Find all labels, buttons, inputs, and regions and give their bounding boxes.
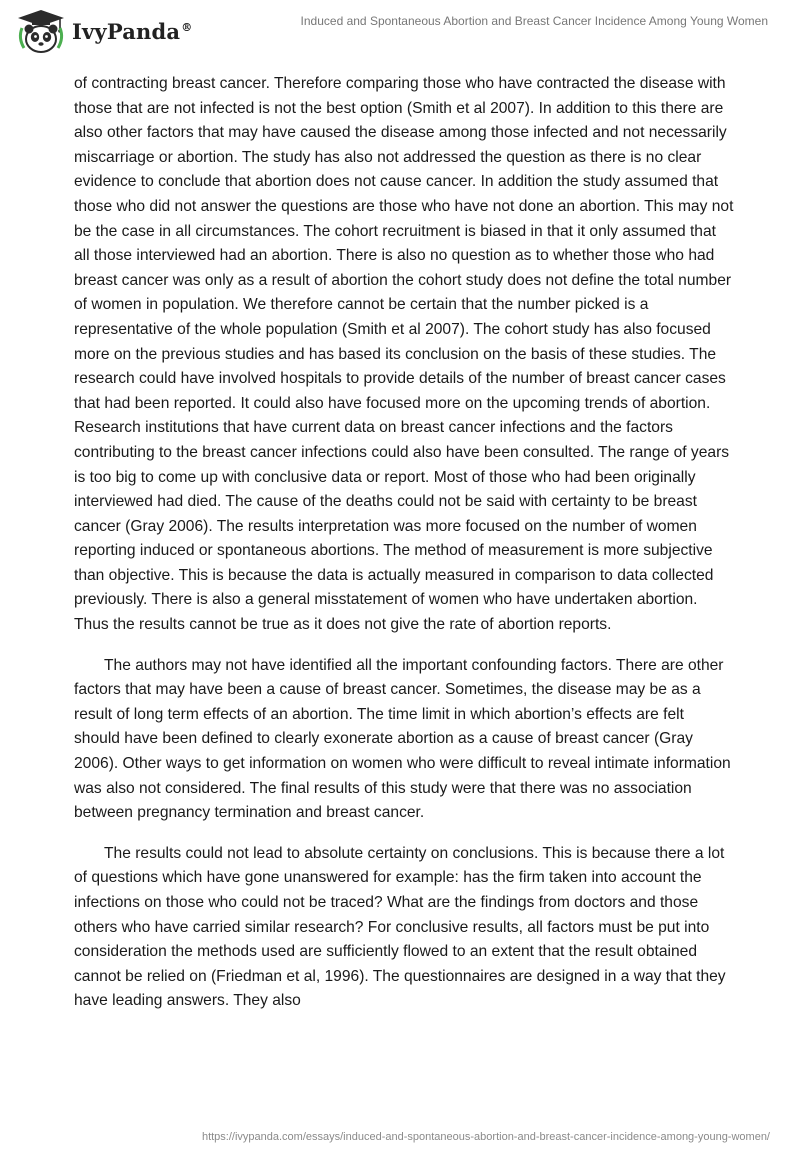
essay-body [74, 72, 734, 1030]
registered-mark: ® [181, 20, 193, 34]
brand-name-text: IvyPanda [72, 18, 181, 44]
document-title: Induced and Spontaneous Abortion and Breast Cancer Incidence Among Young Women [300, 14, 768, 28]
paragraph-conclusions: The results could not lead to absolute certainty on conclusions. This is because there a lot of questions which have gone unanswered for example: has the firm taken into account the infections on those who could not be traced? What are the findings from doctors and those others who have carried similar research? For conclusive results, all factors must be put into consideration the methods used are sufficiently flowed to an extent that the result obtained cannot be relied on (Friedman et al, 1996). The questionnaires are designed in a way that they have leading answers. They also [74, 844, 726, 1010]
brand-name [72, 19, 192, 44]
panda-graduate-icon [14, 8, 68, 54]
paragraph-continued: of contracting breast cancer. Therefore comparing those who have contracted the disease with those that are not infected is not the best option (Smith et al 2007). In addition to this there are also other factors that may have caused the disease among those infected and not necessarily miscarriage or abortion. The study has also not addressed the question as there is no clear evidence to conclude that abortion does not cause cancer. In addition the study assumed that those who did not answer the questions are those who have not done an abortion. This may not be the case in all circumstances. The cohort recruitment is biased in that it only assumed that all those interviewed had an abortion. There is also no question as to whether those who had breast cancer was only as a result of abortion the cohort study does not define the total number of women in population. We therefore cannot be certain that the number picked is a representative of the whole population (Smith et al 2007). The cohort study has also focused more on the previous studies and has based its conclusion on the basis of these studies. The research could have involved hospitals to provide details of the number of breast cancer cases that had been reported. It could also have focused more on the upcoming trends of abortion. Research institutions that have current data on breast cancer infections and the factors contributing to the breast cancer infections could also have been consulted. The range of years is too big to come up with conclusive data or report. Most of those who had been originally interviewed had died. The cause of the deaths could not be said with certainty to be breast cancer (Gray 2006). The results interpretation was more focused on the number of women reporting induced or spontaneous abortions. The method of measurement is more subjective than objective. This is because the data is actually measured in comparison to data collected previously. There is also a general misstatement of women who have undertaken abortion. Thus the results cannot be true as it does not give the rate of abortion reports. [74, 75, 734, 634]
source-url[interactable]: https://ivypanda.com/essays/induced-and-spontaneous-abortion-and-breast-cancer-incidence-among-young-women/ [201, 1131, 770, 1143]
ivypanda-logo[interactable] [14, 8, 192, 54]
page-header [0, 0, 800, 62]
paragraph-confounding-factors: The authors may not have identified all the important confounding factors. There are other factors that may have been a cause of breast cancer. Sometimes, the disease may be as a result of long term effects of an abortion. The time limit in which abortion’s effects are felt should have been defined to clearly exonerate abortion as a cause of breast cancer (Gray 2006). Other ways to get information on women who were difficult to reveal intimate information was also not considered. The final results of this study were that there was no association between pregnancy termination and breast cancer. [74, 656, 731, 822]
